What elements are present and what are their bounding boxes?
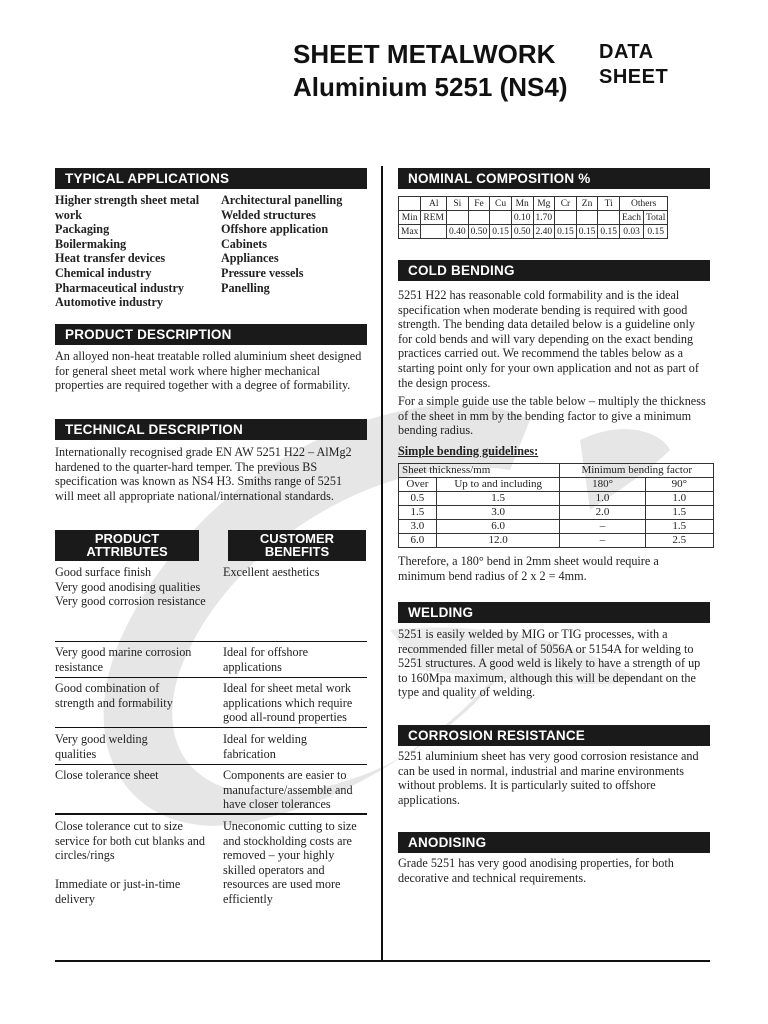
composition-header-cell: Mg (533, 197, 555, 211)
composition-cell (598, 211, 620, 225)
bending-subheader-row (399, 478, 714, 492)
footer-rule (55, 960, 710, 962)
bending-cell: 6.0 (399, 534, 437, 548)
composition-cell: 0.15 (644, 225, 668, 239)
technical-description-heading: TECHNICAL DESCRIPTION (55, 419, 367, 440)
attribute-row-6-right: Uneconomic cutting to size and stockholding costs are removed – your highly skilled operators and resources are used more efficiently (223, 819, 357, 906)
bending-cell: 1.5 (436, 492, 560, 506)
bending-cell: 2.0 (560, 506, 645, 520)
bending-header-cell: Sheet thickness/mm (399, 464, 560, 478)
composition-cell (576, 211, 598, 225)
bending-header-cell: Up to and including (436, 478, 560, 492)
attribute-row-1-right: Excellent aesthetics (223, 565, 320, 579)
bending-header-cell: Minimum bending factor (560, 464, 714, 478)
composition-cell: 0.10 (511, 211, 533, 225)
bending-row (399, 506, 714, 520)
composition-header-cell: Mn (511, 197, 533, 211)
applications-list-1 (55, 193, 215, 310)
applications-list-2 (221, 193, 371, 295)
welding-heading: WELDING (398, 602, 710, 623)
attribute-row-6-left: Close tolerance cut to size service for both cut blanks and circles/rings Immediate or just-in-time delivery (55, 819, 205, 906)
bending-cell: 1.5 (645, 506, 713, 520)
composition-cell: 0.15 (576, 225, 598, 239)
data-sheet-label (599, 40, 668, 90)
composition-cell: Min (399, 211, 421, 225)
application-item: Packaging (55, 222, 110, 237)
attribute-row-4-left: Very good welding qualities (55, 732, 148, 761)
application-item: Offshore application (221, 222, 329, 237)
composition-min-row (399, 211, 668, 225)
customer-benefits-heading: CUSTOMER BENEFITS (228, 530, 366, 561)
composition-header-cell: Cr (555, 197, 577, 211)
application-item: Boilermaking (55, 236, 127, 251)
composition-cell (490, 211, 512, 225)
application-item: Pressure vessels (221, 265, 304, 280)
bending-row (399, 492, 714, 506)
composition-cell (447, 211, 469, 225)
cold-bending-paragraph-1: 5251 H22 has reasonable cold formability and is the ideal specification when moderate bending is required with good strength. The bending data detailed below is a guideline only for cold bends and will vary depending on the exact bending practices carried out. We recommend the tables below as a starting point only for your own application and not as part of the design process. (398, 288, 699, 390)
bending-cell: 6.0 (436, 520, 560, 534)
product-description-heading: PRODUCT DESCRIPTION (55, 324, 367, 345)
document-title (293, 38, 568, 104)
composition-header-cell: Al (421, 197, 447, 211)
attribute-divider (55, 813, 367, 815)
application-item: Heat transfer devices (55, 251, 166, 266)
composition-cell (468, 211, 490, 225)
composition-cell: 0.15 (555, 225, 577, 239)
bending-cell: 0.5 (399, 492, 437, 506)
attribute-divider (55, 641, 367, 642)
attribute-row-3-right: Ideal for sheet metal work applications which require good all-round properties (223, 681, 353, 725)
attribute-row-2-right: Ideal for offshore applications (223, 645, 309, 674)
title-line-1: SHEET METALWORK (293, 39, 556, 69)
composition-cell: Max (399, 225, 421, 239)
anodising-text: Grade 5251 has very good anodising properties, for both decorative and technical requirements. (398, 856, 674, 885)
bending-cell: 1.5 (645, 520, 713, 534)
bending-header-cell: 90° (645, 478, 713, 492)
attribute-row-3-left: Good combination of strength and formability (55, 681, 173, 710)
bending-cell: 1.0 (645, 492, 713, 506)
bending-cell: – (560, 520, 645, 534)
attribute-row-4-right: Ideal for welding fabrication (223, 732, 307, 761)
data-sheet-line-2: SHEET (599, 66, 669, 88)
application-item: Higher strength sheet metal work (55, 193, 200, 222)
attribute-row-5-right: Components are easier to manufacture/assemble and have closer tolerances (223, 768, 353, 812)
bending-cell: 12.0 (436, 534, 560, 548)
composition-cell: 2.40 (533, 225, 555, 239)
bending-header-row (399, 464, 714, 478)
composition-cell: 0.40 (447, 225, 469, 239)
composition-header-cell: Cu (490, 197, 512, 211)
composition-header-cell (399, 197, 421, 211)
bending-cell: 1.5 (399, 506, 437, 520)
attribute-divider (55, 677, 367, 678)
composition-header-cell: Others (620, 197, 668, 211)
composition-cell: 0.15 (598, 225, 620, 239)
corrosion-heading: CORROSION RESISTANCE (398, 725, 710, 746)
bending-example-text: Therefore, a 180° bend in 2mm sheet would require a minimum bend radius of 2 x 2 = 4mm. (398, 554, 659, 583)
composition-cell: 0.15 (490, 225, 512, 239)
bending-cell: 2.5 (645, 534, 713, 548)
bending-cell: 3.0 (436, 506, 560, 520)
cold-bending-heading: COLD BENDING (398, 260, 710, 281)
composition-cell: 1.70 (533, 211, 555, 225)
composition-header-cell: Fe (468, 197, 490, 211)
composition-cell: 0.50 (468, 225, 490, 239)
bending-cell: 3.0 (399, 520, 437, 534)
application-item: Cabinets (221, 236, 268, 251)
composition-cell (555, 211, 577, 225)
bending-header-cell: Over (399, 478, 437, 492)
application-item: Appliances (221, 251, 279, 266)
composition-header-cell: Zn (576, 197, 598, 211)
bending-row (399, 520, 714, 534)
bending-cell: 1.0 (560, 492, 645, 506)
application-item: Architectural panelling (221, 193, 343, 207)
data-sheet-line-1: DATA (599, 41, 654, 63)
bending-table (398, 463, 714, 548)
composition-header-row (399, 197, 668, 211)
composition-cell (421, 225, 447, 239)
composition-cell: REM (421, 211, 447, 225)
anodising-heading: ANODISING (398, 832, 710, 853)
composition-max-row (399, 225, 668, 239)
composition-cell: 0.03 (620, 225, 644, 239)
application-item: Panelling (221, 280, 270, 295)
product-description-text: An alloyed non-heat treatable rolled aluminium sheet designed for general sheet metal work where higher mechanical properties are required together with a degree of formability. (55, 349, 362, 393)
application-item: Chemical industry (55, 265, 152, 280)
composition-cell: 0.50 (511, 225, 533, 239)
bending-guidelines-label: Simple bending guidelines: (398, 444, 539, 458)
welding-text: 5251 is easily welded by MIG or TIG processes, with a recommended filler metal of 5056A or 5154A for welding to 5251 structures. A good weld is likely to have a strength of up to 160Mpa maximum, although this will be dependant on the type and quality of welding. (398, 627, 701, 700)
cold-bending-paragraph-2: For a simple guide use the table below – multiply the thickness of the sheet in mm by the bending factor to give a minimum bending radius. (398, 394, 706, 438)
composition-cell: Total (644, 211, 668, 225)
application-item: Welded structures (221, 207, 316, 222)
product-attributes-heading: PRODUCT ATTRIBUTES (55, 530, 199, 561)
attribute-divider (55, 764, 367, 765)
title-line-2: Aluminium 5251 (NS4) (293, 72, 568, 102)
composition-cell: Each (620, 211, 644, 225)
corrosion-text: 5251 aluminium sheet has very good corrosion resistance and can be used in normal, industrial and marine environments without problems. It is particularly suited to offshore applications. (398, 749, 699, 807)
attribute-row-5-left: Close tolerance sheet (55, 768, 159, 782)
composition-table (398, 196, 668, 239)
technical-description-text: Internationally recognised grade EN AW 5251 H22 – AlMg2 hardened to the quarter-hard temper. The previous BS specification was known as NS4 H3. Smiths range of 5251 will meet all appropriate national/international standards. (55, 445, 352, 503)
attribute-row-2-left: Very good marine corrosion resistance (55, 645, 192, 674)
composition-header-cell: Ti (598, 197, 620, 211)
application-item: Automotive industry (55, 295, 163, 310)
bending-row (399, 534, 714, 548)
bending-cell: – (560, 534, 645, 548)
application-item: Pharmaceutical industry (55, 280, 184, 295)
typical-applications-heading: TYPICAL APPLICATIONS (55, 168, 367, 189)
nominal-composition-heading: NOMINAL COMPOSITION % (398, 168, 710, 189)
composition-header-cell: Si (447, 197, 469, 211)
attribute-divider (55, 727, 367, 728)
bending-header-cell: 180° (560, 478, 645, 492)
attribute-row-1-left: Good surface finish Very good anodising qualities Very good corrosion resistance (55, 565, 206, 609)
column-divider (381, 166, 383, 960)
